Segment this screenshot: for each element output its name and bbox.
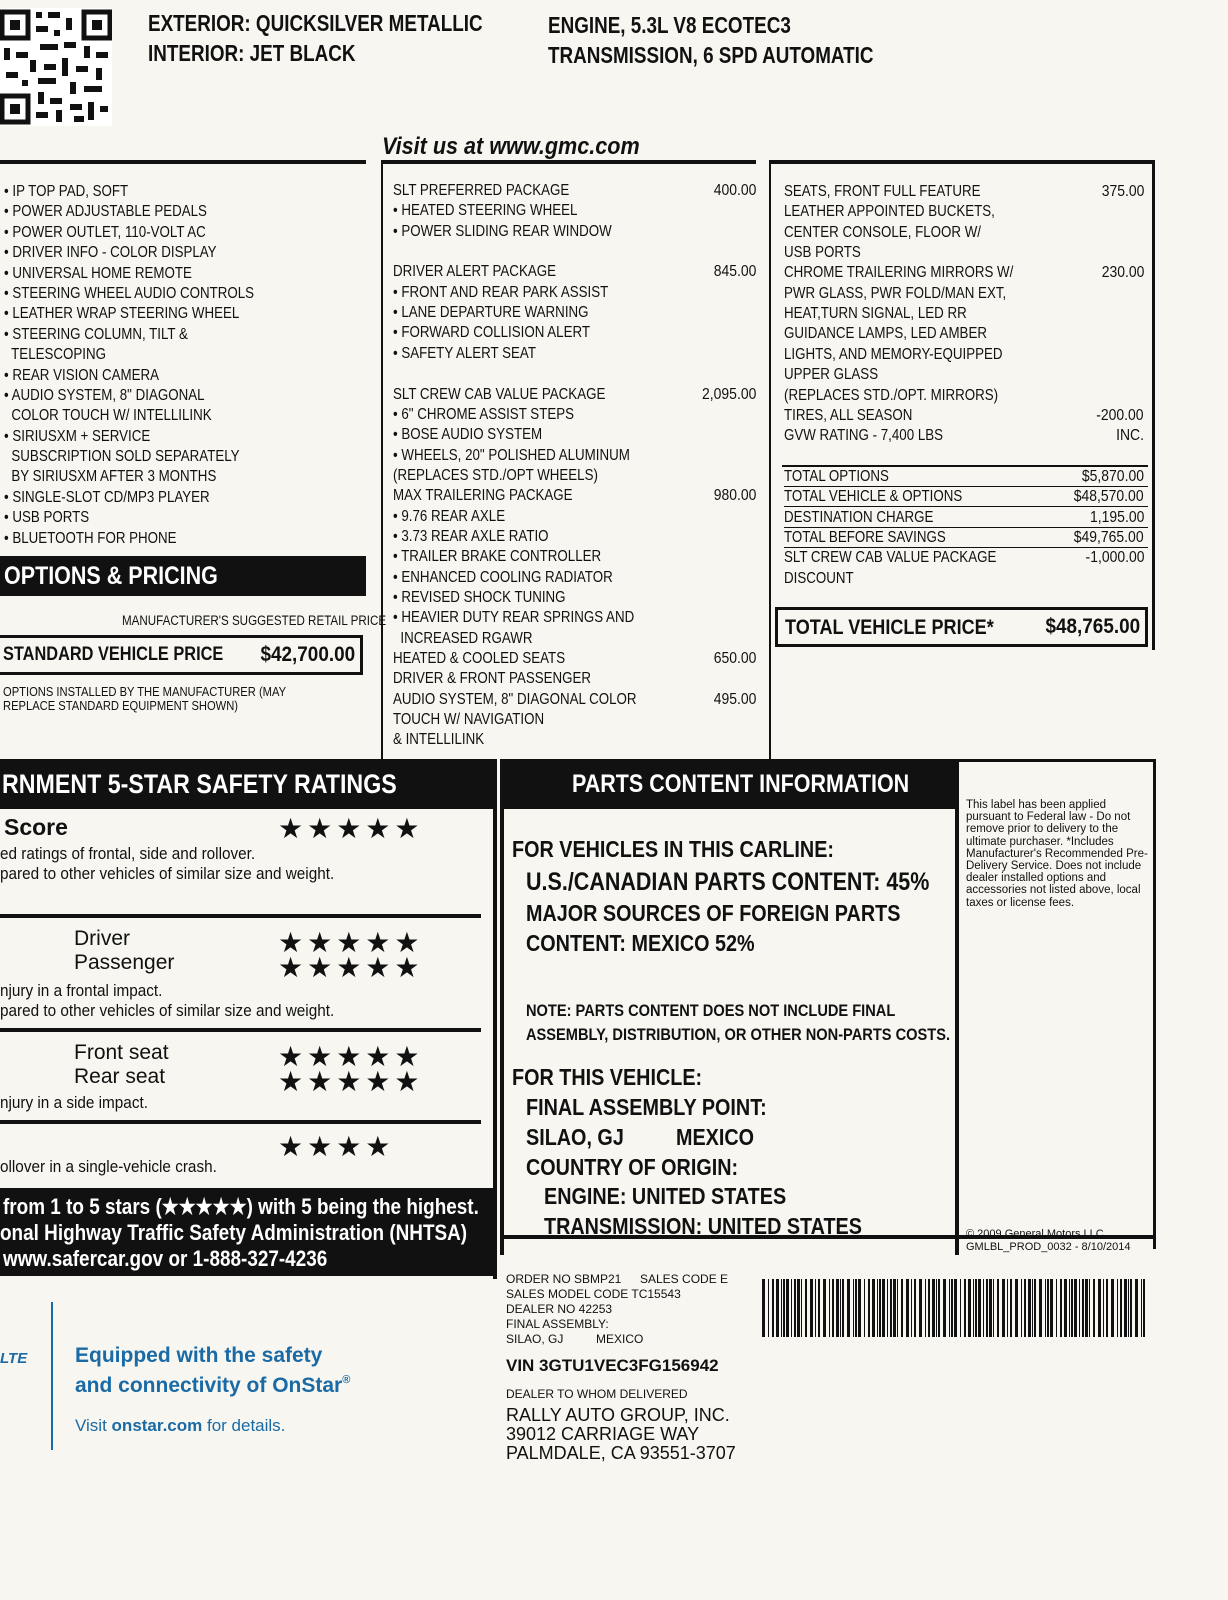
total-value: -1,000.00: [1085, 549, 1144, 567]
standard-equipment-item: • USB PORTS: [4, 509, 90, 527]
total-value: $49,765.00: [1074, 529, 1144, 547]
option-line: • FRONT AND REAR PARK ASSIST: [393, 283, 609, 301]
option-line: • FORWARD COLLISION ALERT: [393, 324, 591, 342]
overall-score-label: Score: [4, 814, 68, 840]
option-line: • 6" CHROME ASSIST STEPS: [393, 405, 575, 423]
interior-color: INTERIOR: JET BLACK: [148, 40, 356, 66]
engine-spec: ENGINE, 5.3L V8 ECOTEC3: [548, 12, 791, 38]
total-value: $48,570.00: [1074, 488, 1144, 506]
final-assembly-city: SILAO, GJ: [506, 1332, 564, 1346]
rear-seat-stars: ★★★★★: [278, 1066, 424, 1097]
passenger-label: Passenger: [74, 951, 175, 974]
option-line: CENTER CONSOLE, FLOOR W/: [784, 223, 982, 241]
dealer-address: 39012 CARRIAGE WAY: [506, 1424, 700, 1444]
parts-major-sources: MAJOR SOURCES OF FOREIGN PARTS: [526, 900, 901, 926]
standard-equipment-item: • AUDIO SYSTEM, 8" DIAGONAL: [4, 386, 205, 404]
parts-note-2: ASSEMBLY, DISTRIBUTION, OR OTHER NON-PARTS COSTS.: [526, 1025, 951, 1044]
standard-equipment-item: • STEERING COLUMN, TILT &: [4, 325, 188, 343]
divider-right: [769, 160, 771, 760]
option-line: MAX TRAILERING PACKAGE: [393, 487, 573, 505]
parts-mexico: MEXICO: [676, 1124, 755, 1150]
option-line: • TRAILER BRAKE CONTROLLER: [393, 548, 602, 566]
option-price: -200.00: [1096, 406, 1144, 424]
onstar-visit: [75, 1416, 285, 1436]
options-note: OPTIONS INSTALLED BY THE MANUFACTURER (MAY REPLACE STANDARD EQUIPMENT SHOWN): [3, 684, 286, 713]
onstar-visit-prefix: Visit: [75, 1416, 112, 1435]
total-rule: [784, 506, 1148, 507]
option-line: • 3.73 REAR AXLE RATIO: [393, 527, 549, 545]
standard-equipment-item: • BLUETOOTH FOR PHONE: [4, 529, 177, 547]
safety-band-line-2: onal Highway Traffic Safety Administration (NHTSA): [0, 1220, 468, 1245]
standard-price-label: STANDARD VEHICLE PRICE: [3, 644, 224, 665]
option-line: • REVISED SHOCK TUNING: [393, 589, 566, 606]
safety-band-line-1: from 1 to 5 stars (★★★★★) with 5 being the highest.: [3, 1194, 479, 1219]
rollover-desc: ollover in a single-vehicle crash.: [0, 1157, 217, 1176]
total-label: SLT CREW CAB VALUE PACKAGE: [784, 549, 997, 567]
options-pricing-title: OPTIONS & PRICING: [4, 562, 218, 590]
qr-code: [0, 8, 112, 126]
vin: VIN 3GTU1VEC3FG156942: [506, 1356, 719, 1375]
option-price: 495.00: [713, 690, 756, 708]
divider-edge: [1152, 160, 1155, 650]
parts-left-edge: [500, 759, 504, 1255]
option-line: & INTELLILINK: [393, 731, 485, 749]
option-line: SLT PREFERRED PACKAGE: [393, 182, 570, 199]
dealer-name: RALLY AUTO GROUP, INC.: [506, 1405, 730, 1425]
option-line: • ENHANCED COOLING RADIATOR: [393, 568, 613, 586]
standard-equipment-list: [4, 182, 254, 549]
msrp-label: MANUFACTURER'S SUGGESTED RETAIL PRICE: [122, 613, 387, 628]
label-note: This label has been applied pursuant to Federal law - Do not remove prior to delivery to the ultimate purchaser. *Includes Manufacturer's Recommended Pre-Delivery Service. Does not include dealer installed options and accessories not listed above, local taxes or license fees.: [966, 799, 1148, 909]
total-label: TOTAL OPTIONS: [784, 468, 889, 485]
driver-label: Driver: [74, 927, 130, 950]
options-middle-column: [393, 182, 758, 757]
lte-logo-text: LTE: [0, 1350, 28, 1367]
option-line: HEAT,TURN SIGNAL, LED RR: [784, 305, 967, 323]
total-price-label: TOTAL VEHICLE PRICE*: [785, 616, 994, 639]
dealer-delivered-label: DEALER TO WHOM DELIVERED: [506, 1387, 688, 1401]
parts-silao: SILAO, GJ: [526, 1124, 624, 1150]
rear-seat-label: Rear seat: [74, 1065, 166, 1088]
option-line: CHROME TRAILERING MIRRORS W/: [784, 264, 1014, 282]
barcode-bars: [762, 1279, 1150, 1337]
total-rule: [784, 547, 1148, 548]
frontal-desc-1: njury in a frontal impact.: [0, 981, 163, 1000]
option-line: • WHEELS, 20" POLISHED ALUMINUM: [393, 446, 630, 464]
standard-equipment-item: • LEATHER WRAP STEERING WHEEL: [4, 305, 240, 323]
standard-price-box: [0, 635, 363, 675]
option-line: USB PORTS: [784, 244, 861, 262]
safety-rule-3: [0, 1120, 481, 1124]
overall-desc-1: ed ratings of frontal, side and rollover.: [0, 844, 256, 863]
option-line: UPPER GLASS: [784, 366, 879, 384]
onstar-visit-suffix: for details.: [202, 1416, 286, 1435]
label-code: GMLBL_PROD_0032 - 8/10/2014: [966, 1241, 1131, 1253]
front-seat-stars: ★★★★★: [278, 1041, 424, 1072]
onstar-line-2: and connectivity of OnStar: [75, 1374, 343, 1397]
options-pricing-band: [0, 556, 366, 596]
standard-equipment-item: • POWER ADJUSTABLE PEDALS: [4, 203, 207, 221]
parts-carline: FOR VEHICLES IN THIS CARLINE:: [512, 836, 834, 862]
standard-equipment-item: SUBSCRIPTION SOLD SEPARATELY: [4, 448, 240, 466]
safety-info-band: [0, 1188, 496, 1276]
option-line: (REPLACES STD./OPT WHEELS): [393, 466, 598, 484]
standard-price-value: $42,700.00: [260, 643, 355, 666]
transmission-spec: TRANSMISSION, 6 SPD AUTOMATIC: [548, 42, 874, 68]
option-line: HEATED & COOLED SEATS: [393, 650, 566, 668]
total-value: 1,195.00: [1089, 508, 1144, 526]
totals-block: [784, 467, 1148, 591]
overall-desc-2: pared to other vehicles of similar size and weight.: [0, 864, 335, 883]
onstar-line-2-wrap: [75, 1374, 350, 1398]
option-line: TIRES, ALL SEASON: [784, 406, 913, 424]
option-line: INCREASED RGAWR: [393, 629, 533, 647]
standard-equipment-item: • DRIVER INFO - COLOR DISPLAY: [4, 244, 217, 262]
standard-equipment-item: • SIRIUSXM + SERVICE: [4, 427, 151, 445]
driver-stars: ★★★★★: [278, 927, 424, 958]
total-price-box: [775, 607, 1148, 647]
option-line: • SAFETY ALERT SEAT: [393, 344, 536, 362]
label-note-right-edge: [1153, 759, 1156, 1249]
parts-country-origin: COUNTRY OF ORIGIN:: [526, 1154, 739, 1180]
option-price: 2,095.00: [701, 385, 756, 403]
safety-rule-2: [0, 1028, 481, 1032]
option-line: SEATS, FRONT FULL FEATURE: [784, 183, 981, 200]
safety-title-band: [0, 759, 496, 809]
safety-title: RNMENT 5-STAR SAFETY RATINGS: [2, 769, 397, 799]
final-assembly-label: FINAL ASSEMBLY:: [506, 1317, 609, 1331]
total-label: DISCOUNT: [784, 569, 854, 587]
standard-equipment-item: COLOR TOUCH W/ INTELLILINK: [4, 407, 212, 425]
standard-equipment-item: • SINGLE-SLOT CD/MP3 PLAYER: [4, 488, 210, 506]
sales-code: SALES CODE E: [640, 1272, 729, 1286]
total-label: TOTAL BEFORE SAVINGS: [784, 529, 946, 547]
option-price: INC.: [1116, 427, 1144, 445]
visit-website: Visit us at www.gmc.com: [382, 133, 640, 160]
parts-engine: ENGINE: UNITED STATES: [544, 1183, 787, 1209]
options-right-column: [784, 183, 1148, 463]
option-line: GVW RATING - 7,400 LBS: [784, 427, 944, 445]
onstar-line-1: Equipped with the safety: [75, 1344, 323, 1367]
safety-band-line-3: www.safercar.gov or 1-888-327-4236: [3, 1246, 328, 1271]
option-line: SLT CREW CAB VALUE PACKAGE: [393, 385, 606, 403]
option-line: DRIVER ALERT PACKAGE: [393, 263, 556, 281]
standard-equipment-item: • UNIVERSAL HOME REMOTE: [4, 264, 192, 282]
option-price: 650.00: [713, 650, 756, 668]
onstar-logo: [0, 1350, 27, 1368]
total-label: DESTINATION CHARGE: [784, 508, 934, 526]
label-note-top-rule: [955, 759, 1156, 762]
standard-equipment-item: • IP TOP PAD, SOFT: [4, 183, 129, 200]
option-price: 980.00: [713, 487, 756, 505]
parts-us-content: U.S./CANADIAN PARTS CONTENT: 45%: [526, 868, 930, 896]
option-line: • BOSE AUDIO SYSTEM: [393, 426, 543, 444]
rule-mid-top: [381, 160, 756, 164]
option-price: 375.00: [1101, 183, 1144, 200]
safety-rule-1: [0, 914, 481, 918]
total-rule: [784, 527, 1148, 528]
option-line: LEATHER APPOINTED BUCKETS,: [784, 203, 995, 221]
option-line: GUIDANCE LAMPS, LED AMBER: [784, 325, 987, 343]
total-price-value: $48,765.00: [1045, 615, 1140, 638]
parts-title-band: [502, 759, 959, 809]
onstar-divider: [51, 1302, 53, 1450]
passenger-stars: ★★★★★: [278, 952, 424, 983]
standard-equipment-item: • STEERING WHEEL AUDIO CONTROLS: [4, 284, 255, 302]
option-price: 230.00: [1101, 264, 1144, 282]
overall-stars: ★★★★★: [278, 813, 424, 844]
option-line: PWR GLASS, PWR FOLD/MAN EXT,: [784, 284, 1007, 302]
barcode: [762, 1279, 1150, 1337]
parts-transmission: TRANSMISSION: UNITED STATES: [544, 1213, 862, 1239]
option-line: TOUCH W/ NAVIGATION: [393, 711, 545, 729]
side-desc: njury in a side impact.: [0, 1093, 148, 1112]
sales-model-code: SALES MODEL CODE TC15543: [506, 1287, 681, 1301]
frontal-desc-2: pared to other vehicles of similar size and weight.: [0, 1001, 335, 1020]
option-line: • HEAVIER DUTY REAR SPRINGS AND: [393, 609, 635, 627]
total-label: TOTAL VEHICLE & OPTIONS: [784, 488, 963, 506]
option-price: 400.00: [713, 182, 756, 199]
total-value: $5,870.00: [1081, 468, 1144, 485]
parts-content-mexico: CONTENT: MEXICO 52%: [526, 930, 755, 956]
option-line: DRIVER & FRONT PASSENGER: [393, 670, 592, 688]
onstar-link[interactable]: onstar.com: [111, 1416, 203, 1435]
parts-title: PARTS CONTENT INFORMATION: [572, 770, 910, 798]
option-line: LIGHTS, AND MEMORY-EQUIPPED: [784, 345, 1003, 363]
standard-equipment-item: • POWER OUTLET, 110-VOLT AC: [4, 223, 206, 241]
divider-mid: [381, 160, 383, 760]
total-rule: [784, 486, 1148, 487]
standard-equipment-item: BY SIRIUSXM AFTER 3 MONTHS: [4, 468, 217, 486]
standard-equipment-item: • REAR VISION CAMERA: [4, 366, 160, 384]
rule-right-top: [771, 160, 1155, 164]
exterior-color: EXTERIOR: QUICKSILVER METALLIC: [148, 10, 483, 36]
rollover-stars: ★★★★: [278, 1131, 395, 1162]
final-assembly-country: MEXICO: [596, 1332, 644, 1346]
option-line: AUDIO SYSTEM, 8" DIAGONAL COLOR: [393, 690, 637, 708]
rule-left-top: [0, 160, 366, 164]
label-copyright: © 2009 General Motors LLC: [966, 1228, 1104, 1240]
standard-equipment-item: TELESCOPING: [4, 346, 106, 364]
option-line: • HEATED STEERING WHEEL: [393, 202, 578, 220]
option-line: • 9.76 REAR AXLE: [393, 507, 506, 525]
front-seat-label: Front seat: [74, 1041, 169, 1064]
dealer-number: DEALER NO 42253: [506, 1302, 613, 1316]
option-line: • POWER SLIDING REAR WINDOW: [393, 222, 612, 240]
parts-right-edge: [955, 759, 959, 1255]
option-line: • LANE DEPARTURE WARNING: [393, 304, 589, 322]
parts-final-assembly: FINAL ASSEMBLY POINT:: [526, 1094, 767, 1120]
parts-this-vehicle: FOR THIS VEHICLE:: [512, 1064, 703, 1090]
dealer-city: PALMDALE, CA 93551-3707: [506, 1443, 736, 1463]
option-line: (REPLACES STD./OPT. MIRRORS): [784, 386, 999, 404]
registered-mark-icon: ®: [342, 1374, 351, 1386]
option-price: 845.00: [713, 263, 756, 281]
order-number: ORDER NO SBMP21: [506, 1272, 622, 1286]
parts-note-1: NOTE: PARTS CONTENT DOES NOT INCLUDE FINAL: [526, 1001, 896, 1020]
